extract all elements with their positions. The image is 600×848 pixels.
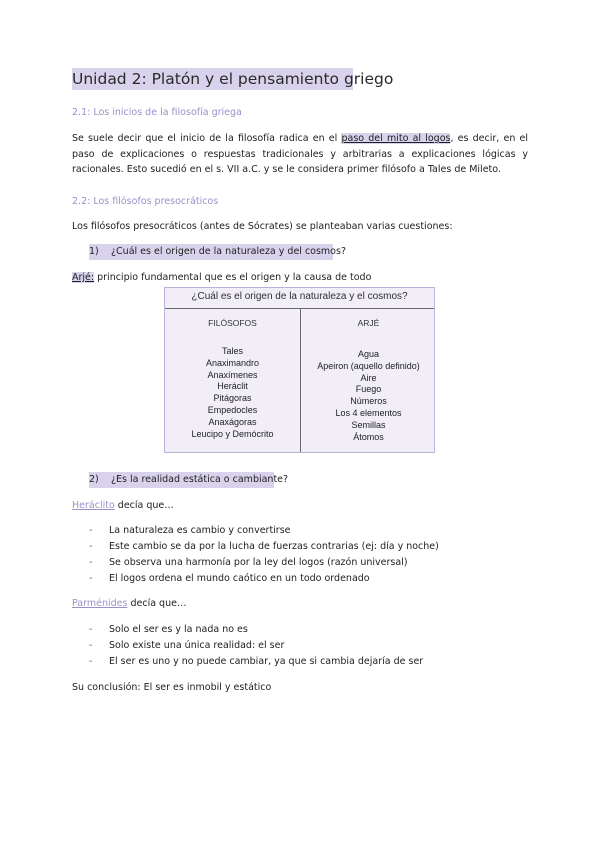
intro-text-b: , es decir, en el paso de explicaciones o respuestas tradicionales y arbitrarias a explicaciones lógicas y racionales. Esto sucedió en el s. VII a.C. y se le considera primer filósofo a Tales de Mileto. — [72, 133, 528, 176]
table-cell-philosopher: Pitágoras — [213, 393, 252, 404]
section-heading-1: 2.1: Los inicios de la filosofía griega — [72, 107, 242, 118]
table-column-philosophers — [165, 346, 300, 440]
parmenides-point: - Solo existe una única realidad: el ser — [89, 640, 285, 651]
arje-table-image — [164, 287, 435, 453]
heraclito-point-text: Se observa una harmonía por la ley del logos (razón universal) — [109, 557, 408, 568]
page-title: Unidad 2: Platón y el pensamiento griego — [72, 70, 394, 88]
question-1-number: 1) — [89, 246, 99, 257]
heraclito-point-text: El logos ordena el mundo caótico en un todo ordenado — [109, 573, 370, 584]
question-1-text: ¿Cuál es el origen de la naturaleza y del cosmos? — [111, 246, 346, 257]
parmenides-said: decía que… — [127, 598, 187, 609]
table-cell-arje: Fuego — [355, 384, 382, 395]
table-cell-arje: Agua — [357, 349, 380, 359]
parmenides-point-text: Solo existe una única realidad: el ser — [109, 640, 285, 651]
heraclito-point: - El logos ordena el mundo caótico en un todo ordenado — [89, 573, 370, 584]
heraclito-point: - La naturaleza es cambio y convertirse — [89, 525, 291, 536]
table-cell-philosopher: Heráclit — [217, 381, 248, 392]
table-caption: ¿Cuál es el origen de la naturaleza y el cosmos? — [191, 291, 408, 302]
table-cell-philosopher: Anaxágoras — [208, 416, 257, 427]
arje-definition — [72, 272, 371, 283]
parmenides-point: - El ser es uno y no puede cambiar, ya que si cambia dejaría de ser — [89, 656, 424, 667]
intro-paragraph — [72, 131, 528, 178]
table-cell-philosopher: Empedocles — [207, 404, 258, 415]
heraclito-intro — [72, 500, 174, 511]
section-heading-2: 2.2: Los filósofos presocráticos — [72, 196, 219, 207]
heraclito-point-text: Este cambio se da por la lucha de fuerzas contrarias (ej: día y noche) — [109, 541, 439, 552]
highlight-mito-logos: paso del mito al logos — [341, 133, 451, 144]
heraclito-said: decía que… — [114, 500, 174, 511]
heraclito-point: - Se observa una harmonía por la ley del logos (razón universal) — [89, 557, 408, 568]
conclusion: Su conclusión: El ser es inmobil y estático — [72, 682, 272, 693]
heraclito-point-text: La naturaleza es cambio y convertirse — [109, 525, 291, 536]
intro-text-a: Se suele decir que el inicio de la filosofía radica en el — [72, 133, 342, 144]
presocratic-intro: Los filósofos presocráticos (antes de Sócrates) se planteaban varias cuestiones: — [72, 221, 453, 232]
parmenides-intro — [72, 598, 186, 609]
table-cell-arje: Los 4 elementos — [335, 407, 402, 418]
table-cell-arje: Apeiron (aquello definido) — [317, 360, 420, 371]
question-1 — [89, 244, 346, 260]
heraclito-point: - Este cambio se da por la lucha de fuerzas contrarias (ej: día y noche) — [89, 541, 439, 552]
table-cell-philosopher: Anaxímenes — [207, 369, 258, 380]
table-cell-philosopher: Leucipo y Demócrito — [191, 428, 274, 439]
parmenides-point: - Solo el ser es y la nada no es — [89, 624, 248, 635]
parmenides-point-text: Solo el ser es y la nada no es — [109, 624, 248, 635]
arje-term: Arjé: — [72, 272, 95, 283]
table-cell-arje: Semillas — [351, 419, 386, 430]
question-2-text: ¿Es la realidad estática o cambiante? — [111, 474, 289, 485]
parmenides-point-text: El ser es uno y no puede cambiar, ya que si cambia dejaría de ser — [109, 656, 424, 667]
table-column-arje — [301, 349, 436, 443]
arje-text: principio fundamental que es el origen y la causa de todo — [94, 272, 372, 283]
table-cell-philosopher: Tales — [221, 346, 243, 356]
table-cell-arje: Números — [350, 396, 387, 407]
table-cell-arje: Aire — [360, 372, 377, 383]
parmenides-link[interactable]: Parménides — [72, 598, 128, 609]
table-cell-philosopher: Anaximandro — [205, 357, 260, 368]
question-2-number: 2) — [89, 474, 99, 485]
heraclito-link[interactable]: Heráclito — [72, 500, 115, 511]
question-2 — [89, 472, 289, 488]
table-cell-arje: Átomos — [353, 431, 384, 442]
table-header-arje: ARJÉ — [357, 318, 380, 328]
table-header-philosophers: FILÓSOFOS — [208, 318, 257, 328]
